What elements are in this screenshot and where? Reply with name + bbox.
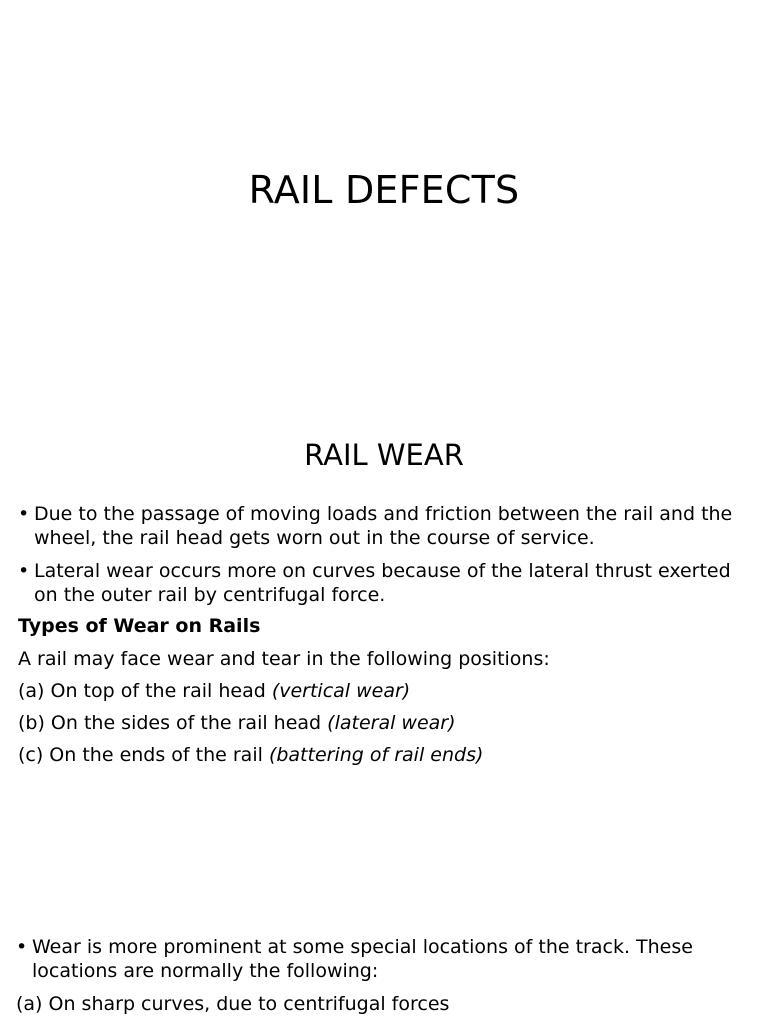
- section-heading: RAIL WEAR: [304, 438, 464, 472]
- bullet-dot: •: [18, 503, 30, 525]
- position-item: [18, 679, 760, 703]
- position-text: (c) On the ends of the rail: [18, 744, 269, 766]
- bullet-dot: •: [16, 936, 28, 958]
- position-note: (vertical wear): [271, 680, 411, 702]
- location-item: (a) On sharp curves, due to centrifugal forces: [16, 993, 450, 1015]
- position-item: [18, 711, 760, 735]
- bullet-dot: •: [18, 560, 30, 582]
- position-text: (b) On the sides of the rail head: [18, 712, 328, 734]
- bullet-item: [18, 559, 760, 607]
- bullet-text: Due to the passage of moving loads and friction between the rail and the wheel, the rail head gets worn out in the course of service.: [34, 503, 733, 549]
- bullet-text: Wear is more prominent at some special locations of the track. These locations are normally the following:: [32, 936, 693, 982]
- subheading: Types of Wear on Rails: [18, 615, 261, 637]
- bullet-text: Lateral wear occurs more on curves because of the lateral thrust exerted on the outer rail by centrifugal force.: [34, 560, 731, 606]
- bullet-item: [18, 502, 760, 550]
- position-text: (a) On top of the rail head: [18, 680, 272, 702]
- intro-text: A rail may face wear and tear in the following positions:: [18, 648, 550, 670]
- bullet-row: [16, 935, 716, 983]
- bullet-item: [16, 935, 716, 983]
- bullet-row: [18, 559, 760, 607]
- position-note: (battering of rail ends): [268, 744, 484, 766]
- bullet-row: [18, 502, 760, 550]
- position-note: (lateral wear): [327, 712, 456, 734]
- position-item: [18, 743, 760, 767]
- slide-title: RAIL DEFECTS: [248, 168, 520, 212]
